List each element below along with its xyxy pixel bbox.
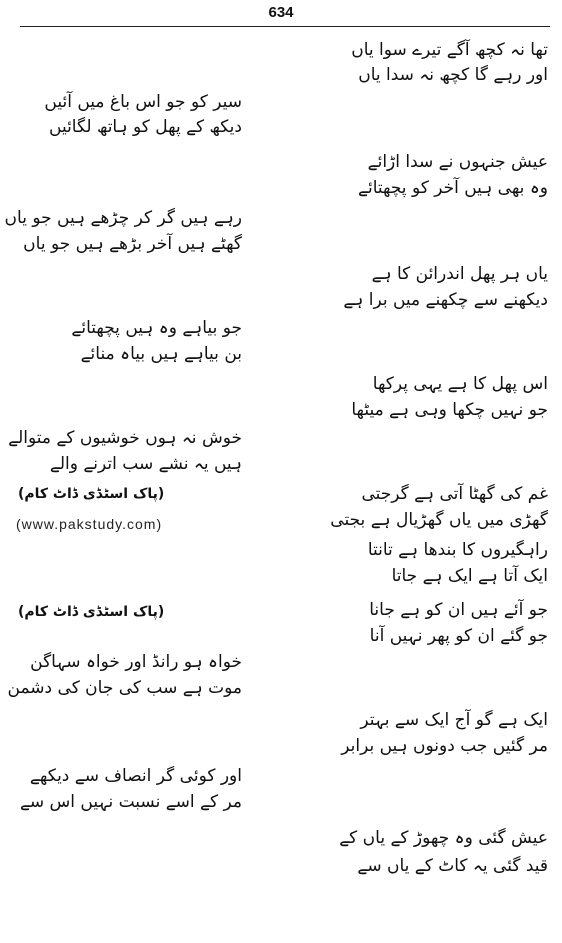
watermark-brand: (پاک اسٹڈی ڈاٹ کام) [18,486,165,502]
verse-line: دیکھ کے پھل کو ہاتھ لگائیں [49,117,242,137]
verse-line: گھڑی میں یاں گھڑیال ہے بجتی [330,510,548,530]
verse-line: جو آئے ہیں ان کو ہے جانا [369,600,548,620]
verse-line: موت ہے سب کی جان کی دشمن [7,678,242,698]
verse-line: خوش نہ ہوں خوشیوں کے متوالے [8,428,242,448]
verse-line: غم کی گھٹا آتی ہے گرجتی [361,484,548,504]
page-number: 634 [268,4,294,21]
header-rule [20,26,550,27]
verse-line: قید گئی یہ کاٹ کے یاں سے [357,856,548,876]
verse-line: یاں ہر پھل اندرائن کا ہے [371,264,548,284]
verse-line: مر گئیں جب دونوں ہیں برابر [341,736,548,756]
verse-line: بن بیاہے ہیں بیاہ منائے [80,344,242,364]
verse-line: وہ بھی ہیں آخر کو پچھتائے [358,178,548,198]
verse-line: سیر کو جو اس باغ میں آئیں [44,92,242,112]
verse-line: ہیں یہ نشے سب اترنے والے [49,454,242,474]
verse-line: ایک ہے گو آج ایک سے بہتر [360,710,548,730]
verse-line: جو نہیں چکھا وہی ہے میٹھا [351,400,548,420]
verse-line: ایک آتا ہے ایک ہے جاتا [391,566,548,586]
watermark-brand: (پاک اسٹڈی ڈاٹ کام) [18,604,165,620]
verse-line: عیش جنہوں نے سدا اڑائے [367,152,548,172]
verse-line: اور کوئی گر انصاف سے دیکھے [29,766,242,786]
verse-line: خواہ ہو رانڈ اور خواہ سہاگن [30,652,242,672]
watermark-url: (www.pakstudy.com) [16,516,163,532]
verse-line: عیش گئی وہ چھوڑ کے یاں کے [339,828,548,848]
verse-line: دیکھنے سے چکھنے میں برا ہے [343,290,548,310]
verse-line: تھا نہ کچھ آگے تیرے سوا یاں [351,40,548,60]
verse-line: راہگیروں کا بندھا ہے تانتا [367,540,548,560]
verse-line: جو گئے ان کو پھر نہیں آنا [369,626,548,646]
verse-line: رہے ہیں گر کر چڑھے ہیں جو یاں [4,208,242,228]
verse-line: گھٹے ہیں آخر بڑھے ہیں جو یاں [23,234,242,254]
verse-line: جو بیاہے وہ ہیں پچھتائے [71,318,242,338]
verse-line: مر کے اسے نسبت نہیں اس سے [19,792,242,812]
verse-line: اس پھل کا ہے یہی پرکھا [372,374,548,394]
verse-line: اور رہے گا کچھ نہ سدا یاں [358,65,548,85]
